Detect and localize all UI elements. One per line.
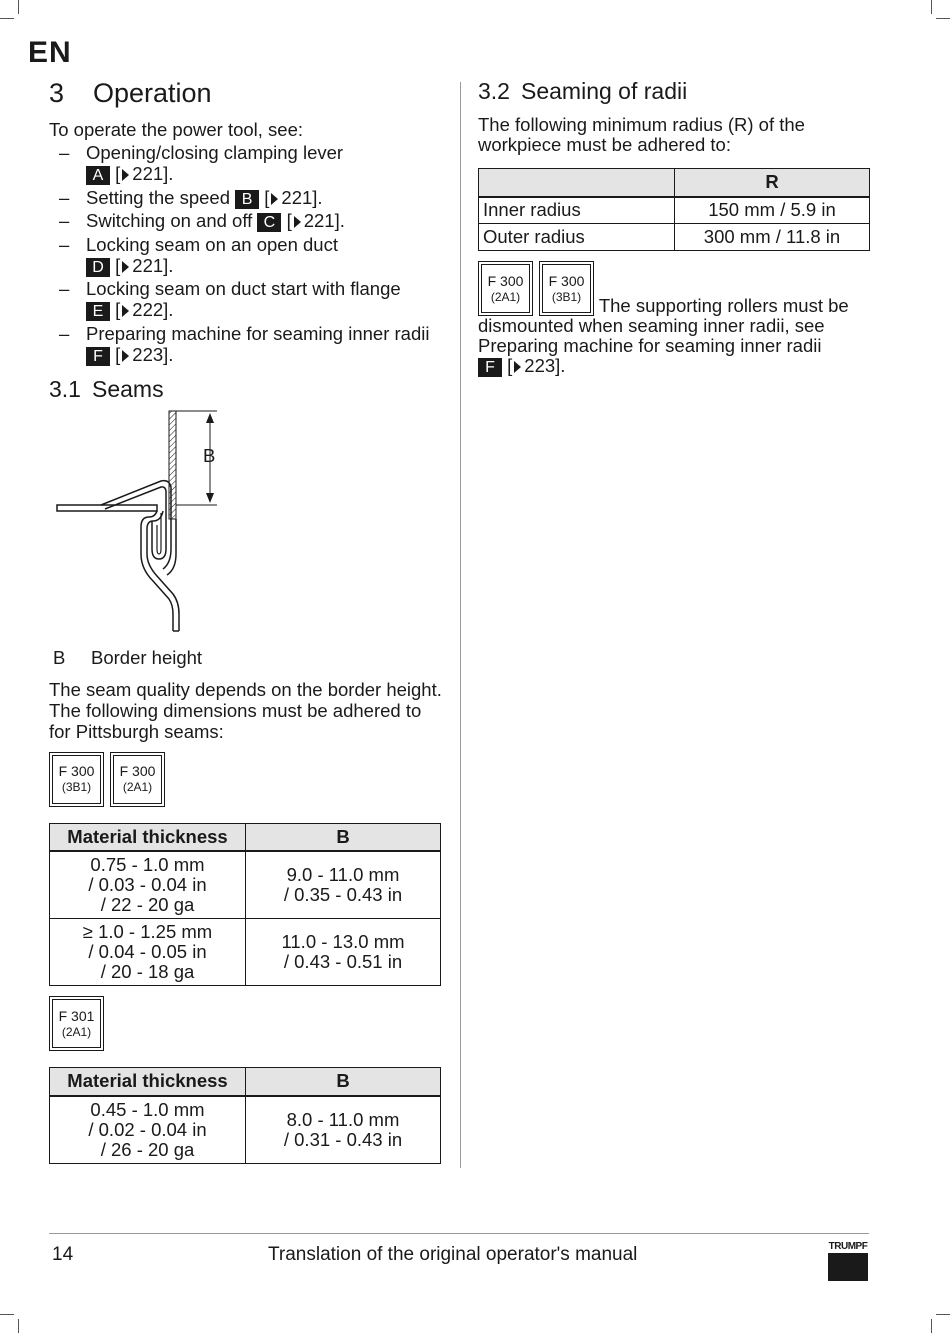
table-row: 0.45 - 1.0 mm / 0.02 - 0.04 in / 26 - 20 ga 8.0 - 11.0 mm / 0.31 - 0.43 in [50, 1096, 441, 1164]
item-text: Setting the speed [86, 186, 230, 208]
variant-group [478, 261, 594, 316]
seam-quality-paragraph: The seam quality depends on the border height. The following dimensions must be adhered to for Pittsburgh seams: [49, 678, 442, 742]
reference-badge: F [86, 347, 110, 366]
section-3-heading [49, 78, 444, 109]
column-header: R [675, 169, 870, 197]
reference-badge: C [257, 213, 281, 232]
footer-text: Translation of the original operator's manual [268, 1244, 638, 1265]
radius-paragraph: The following minimum radius (R) of the workpiece must be adhered to: [478, 114, 805, 155]
page-ref-arrow-icon [122, 261, 129, 273]
left-column [49, 78, 444, 1164]
crop-mark [931, 0, 932, 14]
section-number: 3.2 [478, 78, 510, 104]
item-text: Locking seam on an open duct [86, 233, 338, 255]
crop-mark [0, 18, 14, 19]
reference-badge: B [235, 190, 259, 209]
pittsburgh-seam-figure [49, 409, 249, 639]
table-row: Outer radius 300 mm / 11.8 in [479, 224, 870, 251]
list-item: – Opening/closing clamping lever A [ 221]. [59, 142, 344, 184]
variant-group [49, 752, 444, 807]
list-item: – Setting the speed B [ 221]. [59, 186, 323, 208]
item-text: Preparing machine for seaming inner radii [86, 322, 430, 344]
column-header: Material thickness [50, 823, 246, 851]
crop-mark [18, 0, 19, 14]
variant-badge: F 300 (2A1) [478, 261, 533, 316]
column-header [479, 169, 675, 197]
list-item: – Switching on and off C [ 221]. [59, 210, 345, 231]
variant-badge: F 301 (2A1) [49, 996, 104, 1051]
crop-mark [936, 18, 950, 19]
page-reference-link[interactable]: 221]. [281, 186, 323, 208]
section-title: Operation [93, 78, 212, 108]
item-text: Opening/closing clamping lever [86, 142, 344, 163]
page-reference-link[interactable]: 221]. [132, 254, 174, 276]
section-number: 3 [49, 78, 65, 108]
legend-key: B [53, 646, 66, 668]
page-reference-link[interactable]: 222]. [132, 299, 174, 320]
section-title: Seaming of radii [521, 78, 688, 104]
crop-mark [931, 1319, 932, 1333]
variant-badge: F 300 (3B1) [49, 752, 104, 807]
figure-label-b: B [203, 444, 216, 466]
right-column [478, 78, 873, 377]
table-row: 0.75 - 1.0 mm / 0.03 - 0.04 in / 22 - 20 ga 9.0 - 11.0 mm / 0.35 - 0.43 in [50, 851, 441, 919]
radius-table [478, 168, 870, 251]
reference-badge: F [478, 358, 502, 377]
page-reference-link[interactable]: 221]. [132, 163, 174, 184]
supporting-rollers-note: F 300 (2A1) F 300 (3B1) The supporting rollers must be dismounted when seaming inner radii, see Preparing machine for seaming inner radii F [ 223]. [478, 261, 873, 377]
crop-mark [0, 1314, 14, 1315]
page-number: 14 [52, 1244, 74, 1265]
page-ref-arrow-icon [122, 169, 129, 181]
column-header: B [246, 1068, 441, 1096]
variant-group [49, 996, 444, 1051]
item-text: Locking seam on duct start with flange [86, 278, 401, 299]
reference-badge: A [86, 166, 110, 185]
logo-text: TRUMPF [828, 1241, 868, 1252]
operation-intro: To operate the power tool, see: [49, 119, 304, 140]
reference-badge: D [86, 258, 110, 277]
border-height-table-f301 [49, 1067, 441, 1164]
reference-badge: E [86, 302, 110, 321]
border-height-table [49, 823, 441, 987]
legend-text: Border height [91, 646, 203, 668]
operation-list [49, 142, 444, 366]
table-row: ≥ 1.0 - 1.25 mm / 0.04 - 0.05 in / 20 - 18 ga 11.0 - 13.0 mm / 0.43 - 0.51 in [50, 919, 441, 986]
column-header: Material thickness [50, 1068, 246, 1096]
list-item: – Locking seam on duct start with flange E [ 222]. [59, 278, 401, 320]
figure-legend [49, 647, 444, 669]
column-divider [460, 82, 461, 1168]
item-text: Switching on and off [86, 210, 253, 231]
page-ref-arrow-icon [514, 361, 521, 373]
variant-badge: F 300 (2A1) [110, 752, 165, 807]
page-reference-link[interactable]: 223]. [524, 355, 566, 376]
page-ref-arrow-icon [122, 350, 129, 362]
crop-mark [936, 1314, 950, 1315]
note-text: The supporting rollers must be dismounted when seaming inner radii, see Preparing machine for seaming inner radii [478, 295, 849, 356]
page-reference-link[interactable]: 223]. [132, 343, 174, 365]
crop-mark [18, 1319, 19, 1333]
section-3-2-heading [478, 78, 873, 105]
section-number: 3.1 [49, 375, 81, 402]
section-title: Seams [92, 375, 164, 402]
page-ref-arrow-icon [122, 305, 129, 317]
table-row: Inner radius 150 mm / 5.9 in [479, 197, 870, 224]
language-code: EN [28, 36, 72, 69]
page-ref-arrow-icon [271, 193, 278, 205]
page-ref-arrow-icon [294, 216, 301, 228]
page-reference-link[interactable]: 221]. [303, 210, 345, 231]
list-item: – Preparing machine for seaming inner radii F [ 223]. [59, 322, 430, 365]
list-item: – Locking seam on an open duct D [ 221]. [59, 233, 338, 276]
section-3-1-heading [49, 376, 444, 403]
footer-rule [49, 1233, 869, 1234]
trumpf-logo [828, 1241, 868, 1281]
column-header: B [246, 823, 441, 851]
logo-block [828, 1253, 868, 1281]
seam-diagram [49, 409, 249, 639]
variant-badge: F 300 (3B1) [539, 261, 594, 316]
